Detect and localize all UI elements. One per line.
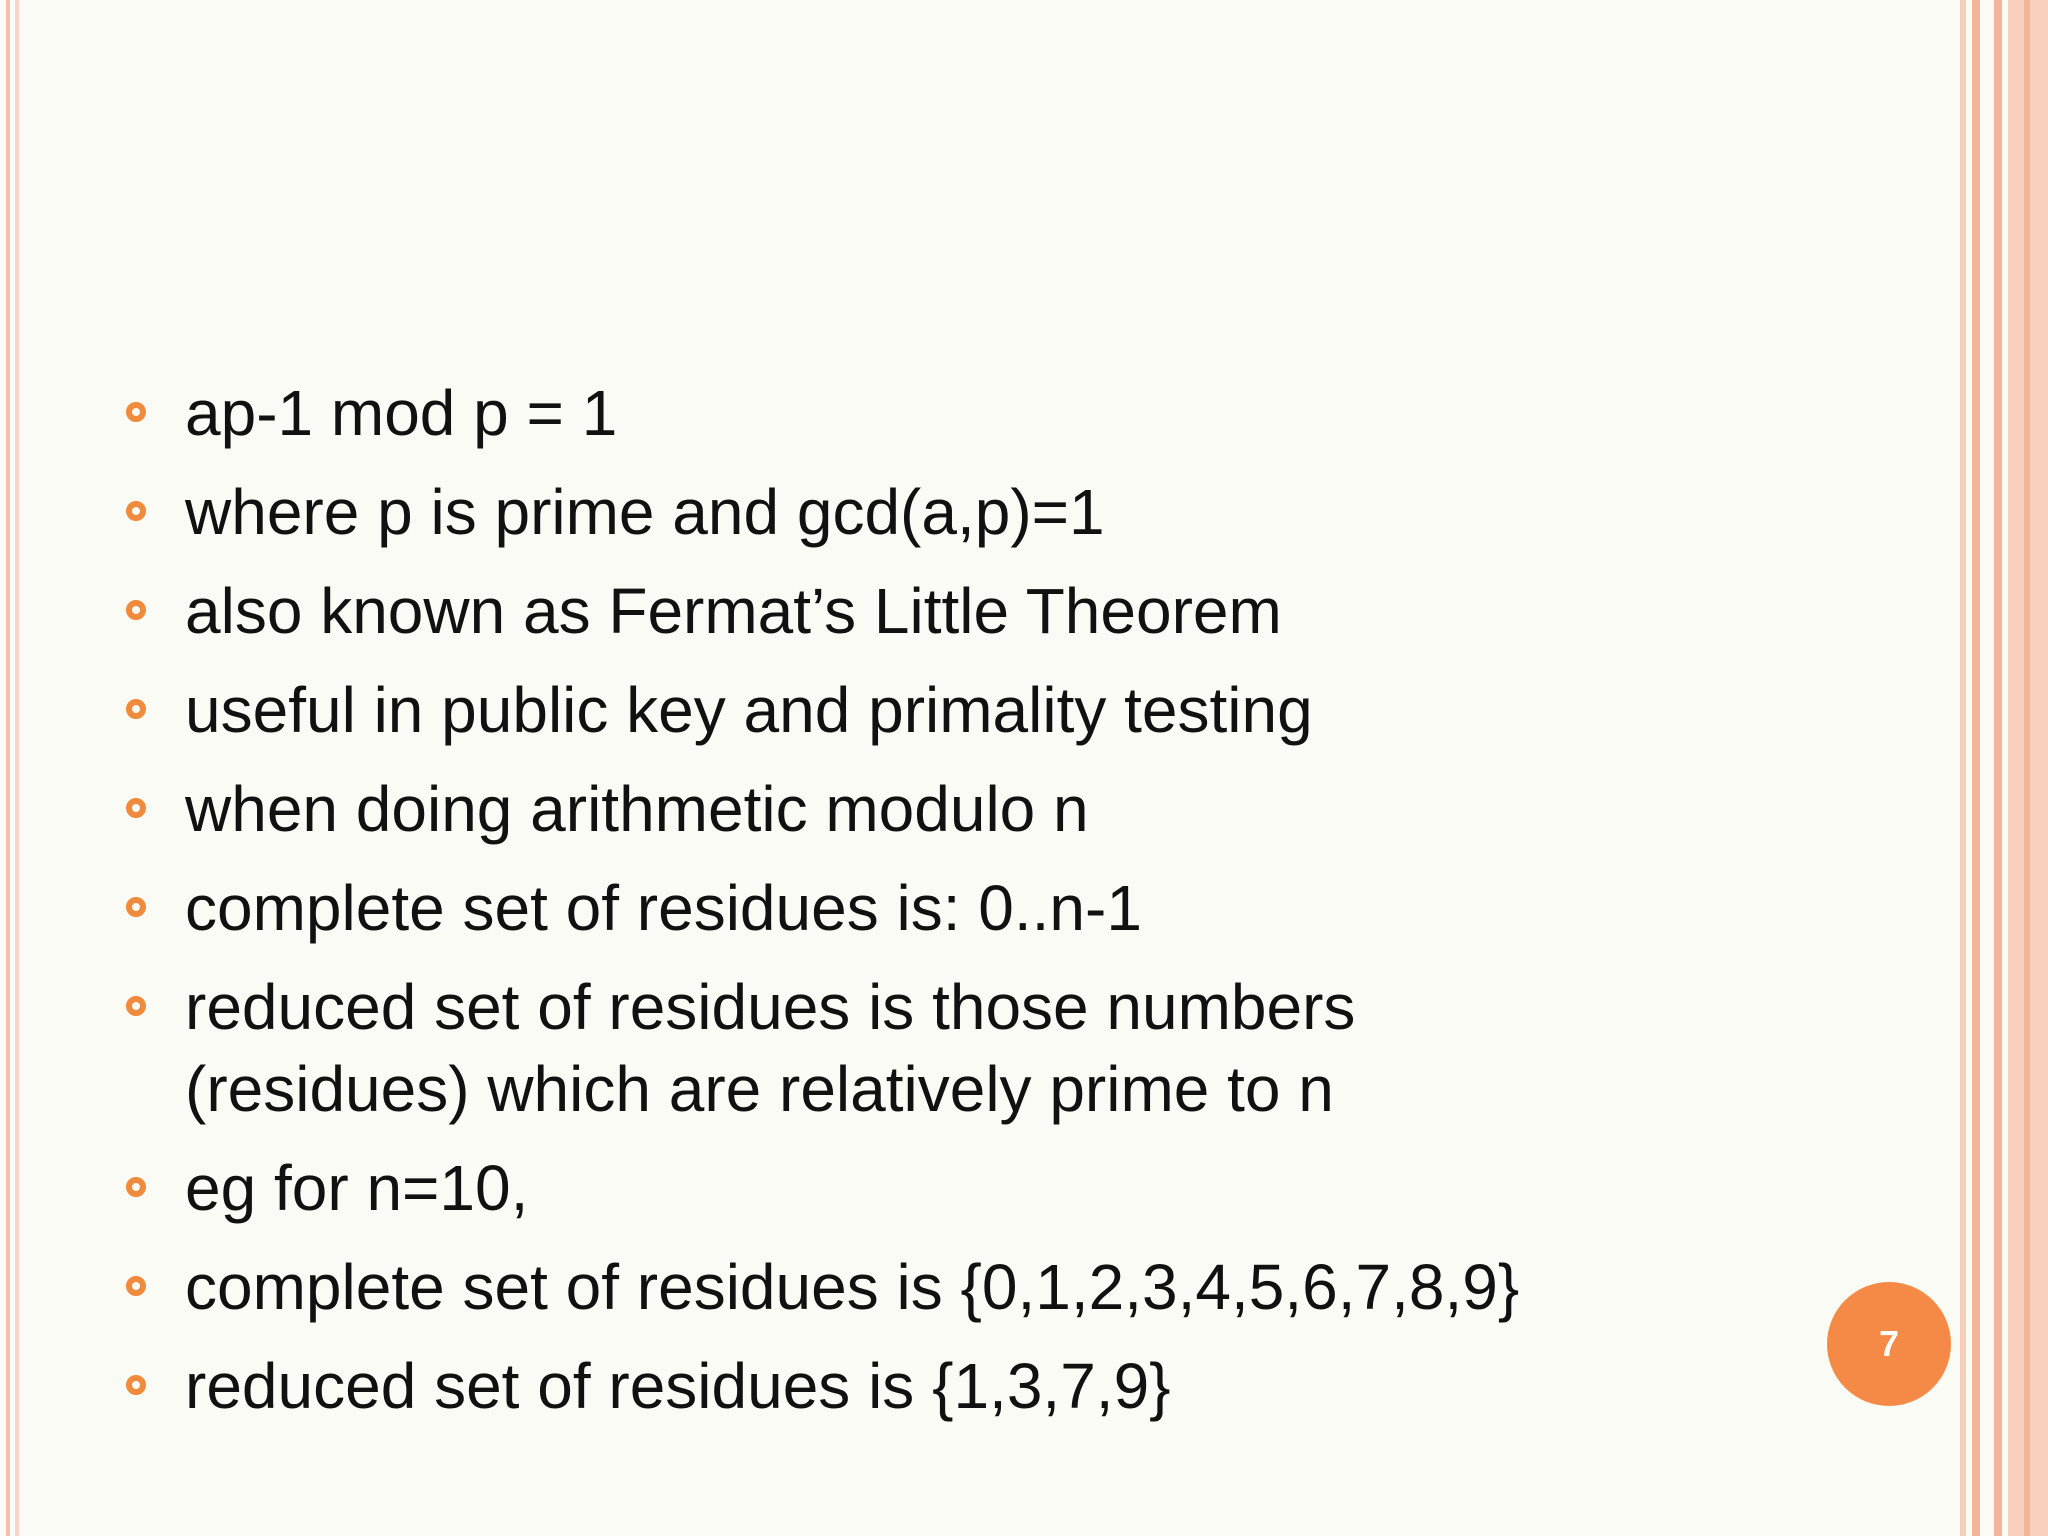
right-border-line [1994, 0, 2002, 1536]
list-item [126, 768, 1626, 850]
bullet-text: ap-1 mod p = 1 [185, 377, 618, 449]
circle-bullet-icon [126, 699, 146, 719]
right-border-gap [1986, 0, 1994, 1536]
list-item [126, 570, 1626, 652]
list-item [126, 966, 1626, 1130]
circle-bullet-icon [126, 798, 146, 818]
left-border-line [6, 0, 10, 1536]
circle-bullet-icon [126, 402, 146, 422]
bullet-list [126, 372, 1626, 1427]
list-item [126, 867, 1626, 949]
circle-bullet-icon [126, 1276, 146, 1296]
circle-bullet-icon [126, 996, 146, 1016]
page-number: 7 [1878, 1323, 1900, 1364]
right-border-line [1960, 0, 1966, 1536]
bullet-text: useful in public key and primality testing [185, 674, 1313, 746]
right-border-line [1972, 0, 1980, 1536]
bullet-text: where p is prime and gcd(a,p)=1 [185, 476, 1105, 548]
page-number-badge [1827, 1282, 1951, 1406]
list-item [126, 1246, 1626, 1328]
list-item [126, 471, 1626, 553]
list-item [126, 669, 1626, 751]
circle-bullet-icon [126, 897, 146, 917]
bullet-text: eg for n=10, [185, 1152, 529, 1224]
circle-bullet-icon [126, 600, 146, 620]
right-border-line [2024, 0, 2030, 1536]
list-item [126, 1345, 1626, 1427]
list-item [126, 372, 1626, 454]
bullet-text: reduced set of residues is those numbers (residues) which are relatively prime to n [185, 971, 1356, 1125]
bullet-text: when doing arithmetic modulo n [185, 773, 1089, 845]
circle-bullet-icon [126, 1177, 146, 1197]
list-item [126, 1147, 1626, 1229]
circle-bullet-icon [126, 1375, 146, 1395]
bullet-text: complete set of residues is {0,1,2,3,4,5,6,7,8,9} [185, 1251, 1520, 1323]
bullet-text: also known as Fermat’s Little Theorem [185, 575, 1282, 647]
left-border-line-inner [15, 0, 19, 1536]
bullet-text: reduced set of residues is {1,3,7,9} [185, 1350, 1171, 1422]
bullet-text: complete set of residues is: 0..n-1 [185, 872, 1142, 944]
circle-bullet-icon [126, 501, 146, 521]
